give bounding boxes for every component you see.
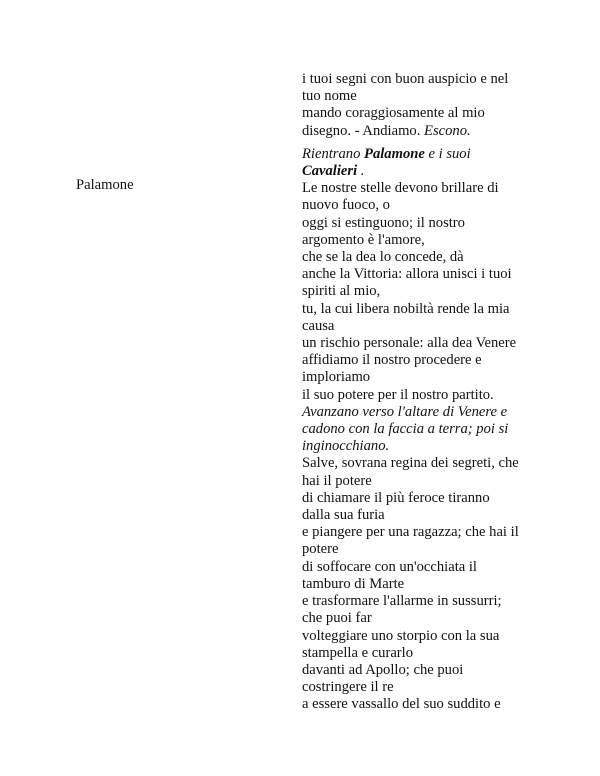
prayer-line: stampella e curarlo (302, 644, 414, 661)
altar-direction-line: inginocchiano. (302, 438, 390, 455)
prayer-line: dalla sua furia (302, 507, 385, 524)
andiamo-text: disegno. - Andiamo. (302, 122, 421, 139)
altar-direction-line: cadono con la faccia a terra; poi si (302, 421, 509, 438)
verse-line-andiamo (302, 123, 528, 140)
prayer-line: e trasformare l'allarme in sussurri; (302, 593, 502, 610)
speech-line: argomento è l'amore, (302, 231, 425, 248)
speech-line: anche la Vittoria: allora unisci i tuoi (302, 266, 512, 283)
verse-line: mando coraggiosamente al mio (302, 105, 485, 122)
prayer-line: costringere il re (302, 679, 394, 696)
speech-line: che se la dea lo concede, dà (302, 249, 464, 266)
speech-line: il suo potere per il nostro partito. (302, 386, 494, 403)
verse-line: i tuoi segni con buon auspicio e nel (302, 71, 509, 87)
prayer-line: potere (302, 541, 339, 558)
prayer-line: tamburo di Marte (302, 575, 405, 592)
speech-line: nuovo fuoco, o (302, 197, 390, 214)
prayer-line: di chiamare il più feroce tiranno (302, 489, 490, 506)
dialogue-column (302, 71, 528, 714)
palamone-speech (302, 180, 528, 404)
exit-stage-direction: Escono. (424, 122, 471, 139)
prayer-line: volteggiare uno storpio con la sua (302, 627, 500, 644)
prayer-line: hai il potere (302, 472, 372, 489)
venus-prayer (302, 455, 528, 713)
entrance-period: . (360, 163, 365, 180)
verse-line: tuo nome (302, 88, 357, 105)
speech-line: imploriamo (302, 369, 371, 386)
entrance-cavalieri: Cavalieri (302, 163, 358, 180)
prayer-line: a essere vassallo del suo suddito e (302, 696, 501, 713)
speech-line: spiriti al mio, (302, 283, 381, 300)
speech-line: un rischio personale: alla dea Venere (302, 335, 517, 352)
speech-line: oggi si estinguono; il nostro (302, 214, 465, 231)
prayer-line: di soffocare con un'occhiata il (302, 558, 477, 575)
entrance-palamone: Palamone (364, 145, 425, 162)
prayer-line: davanti ad Apollo; che puoi (302, 661, 464, 678)
entrance-stage-direction (302, 146, 528, 180)
speaker-name: Palamone (76, 177, 134, 193)
prayer-line: Salve, sovrana regina dei segreti, che (302, 455, 519, 472)
prayer-line: e piangere per una ragazza; che hai il (302, 524, 519, 541)
altar-stage-direction (302, 404, 528, 456)
entrance-e-i-suoi: e i suoi (428, 145, 471, 162)
speech-line: tu, la cui libera nobiltà rende la mia (302, 300, 510, 317)
prayer-line: che puoi far (302, 610, 372, 627)
altar-direction-line: Avanzano verso l'altare di Venere e (302, 403, 508, 420)
speech-line: causa (302, 317, 335, 334)
speech-line: affidiamo il nostro procedere e (302, 352, 482, 369)
entrance-rientrano: Rientrano (302, 145, 361, 162)
speech-line: Le nostre stelle devono brillare di (302, 180, 499, 197)
